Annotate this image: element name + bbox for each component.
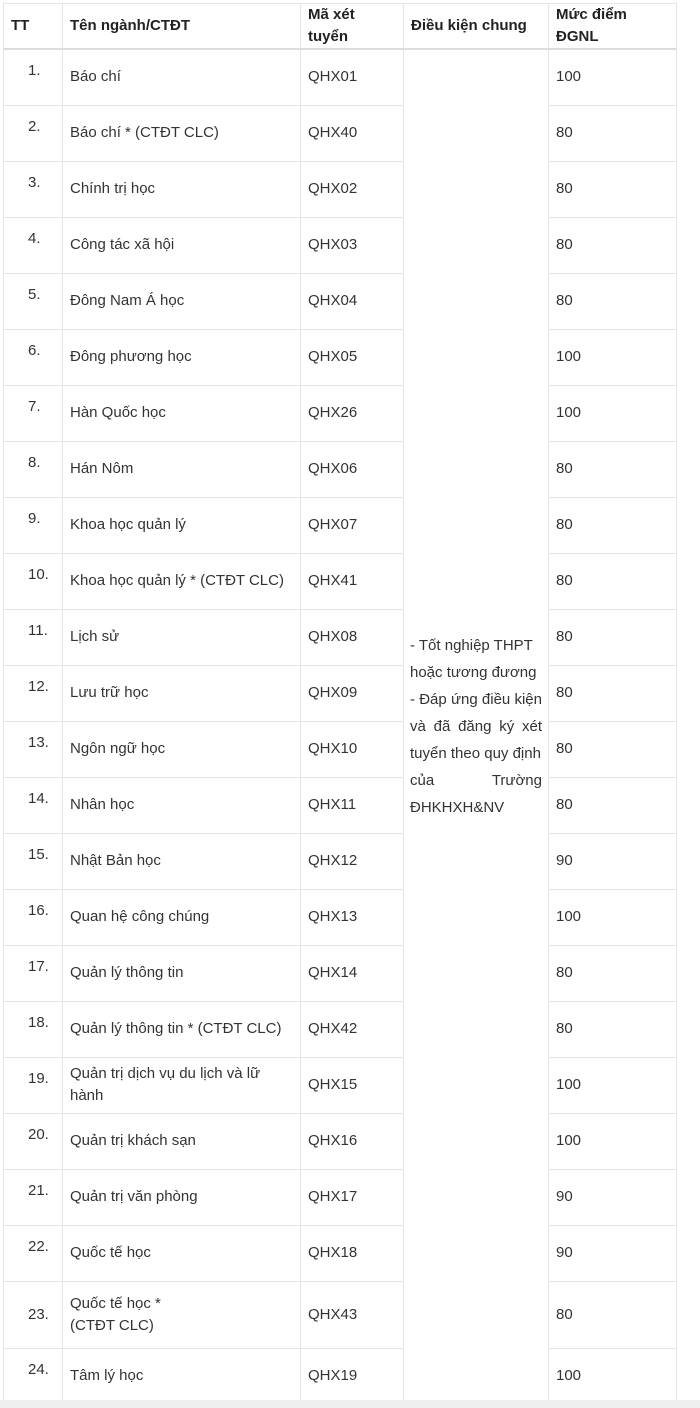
table-row xyxy=(4,161,677,217)
admission-code: QHX26 xyxy=(301,385,404,441)
admission-code: QHX40 xyxy=(301,105,404,161)
score-value: 100 xyxy=(549,1113,677,1169)
program-name: Công tác xã hội xyxy=(63,217,301,273)
row-number: 3. xyxy=(4,161,63,217)
table-body xyxy=(4,49,677,1404)
score-value: 80 xyxy=(549,105,677,161)
row-number: 7. xyxy=(4,385,63,441)
table-row xyxy=(4,105,677,161)
program-name: Quản trị khách sạn xyxy=(63,1113,301,1169)
program-name: Hàn Quốc học xyxy=(63,385,301,441)
score-value: 80 xyxy=(549,497,677,553)
admission-code: QHX41 xyxy=(301,553,404,609)
row-number: 4. xyxy=(4,217,63,273)
table-row xyxy=(4,273,677,329)
row-number: 23. xyxy=(4,1281,63,1348)
condition-line: tuyển theo quy định xyxy=(410,745,541,763)
table-row xyxy=(4,1348,677,1404)
program-name: Ngôn ngữ học xyxy=(63,721,301,777)
row-number: 22. xyxy=(4,1225,63,1281)
program-name: Quản lý thông tin * (CTĐT CLC) xyxy=(63,1001,301,1057)
program-name: Khoa học quản lý * (CTĐT CLC) xyxy=(63,553,301,609)
score-value: 90 xyxy=(549,1225,677,1281)
admission-code: QHX07 xyxy=(301,497,404,553)
score-value: 100 xyxy=(549,1348,677,1404)
table-row xyxy=(4,553,677,609)
admission-code: QHX13 xyxy=(301,889,404,945)
row-number: 10. xyxy=(4,553,63,609)
program-name: Lịch sử xyxy=(63,609,301,665)
score-value: 80 xyxy=(549,721,677,777)
table-row xyxy=(4,833,677,889)
program-name: Báo chí * (CTĐT CLC) xyxy=(63,105,301,161)
score-value: 90 xyxy=(549,1169,677,1225)
table-row xyxy=(4,721,677,777)
program-name: Hán Nôm xyxy=(63,441,301,497)
row-number: 19. xyxy=(4,1057,63,1113)
score-value: 80 xyxy=(549,945,677,1001)
bottom-divider xyxy=(0,1400,700,1408)
header-tt: TT xyxy=(4,4,63,50)
score-value: 80 xyxy=(549,665,677,721)
row-number: 20. xyxy=(4,1113,63,1169)
table-row xyxy=(4,1001,677,1057)
header-row xyxy=(4,4,677,50)
program-name: Quốc tế học xyxy=(63,1225,301,1281)
row-number: 5. xyxy=(4,273,63,329)
condition-line: của Trường xyxy=(410,772,542,790)
program-name: Quốc tế học * (CTĐT CLC) xyxy=(63,1281,301,1348)
score-value: 100 xyxy=(549,49,677,105)
score-value: 100 xyxy=(549,1057,677,1113)
score-value: 80 xyxy=(549,217,677,273)
admission-code: QHX15 xyxy=(301,1057,404,1113)
admission-code: QHX10 xyxy=(301,721,404,777)
table-row xyxy=(4,217,677,273)
admission-code: QHX06 xyxy=(301,441,404,497)
condition-line: - Tốt nghiệp THPT xyxy=(410,637,533,655)
row-number: 1. xyxy=(4,49,63,105)
row-number: 24. xyxy=(4,1348,63,1404)
program-name: Quản trị văn phòng xyxy=(63,1169,301,1225)
row-number: 18. xyxy=(4,1001,63,1057)
admission-code: QHX14 xyxy=(301,945,404,1001)
admission-code: QHX43 xyxy=(301,1281,404,1348)
condition-line: - Đáp ứng điều kiện xyxy=(410,691,542,709)
table-row xyxy=(4,49,677,105)
admission-code: QHX01 xyxy=(301,49,404,105)
admission-code: QHX08 xyxy=(301,609,404,665)
table-row xyxy=(4,385,677,441)
table-row xyxy=(4,889,677,945)
program-name: Nhật Bản học xyxy=(63,833,301,889)
program-name: Lưu trữ học xyxy=(63,665,301,721)
row-number: 17. xyxy=(4,945,63,1001)
admission-code: QHX19 xyxy=(301,1348,404,1404)
program-name: Khoa học quản lý xyxy=(63,497,301,553)
condition-line: hoặc tương đương xyxy=(410,664,537,682)
table-row xyxy=(4,441,677,497)
row-number: 2. xyxy=(4,105,63,161)
row-number: 12. xyxy=(4,665,63,721)
table-header xyxy=(4,4,677,50)
admission-code: QHX02 xyxy=(301,161,404,217)
score-value: 80 xyxy=(549,161,677,217)
score-value: 90 xyxy=(549,833,677,889)
row-number: 8. xyxy=(4,441,63,497)
admission-code: QHX11 xyxy=(301,777,404,833)
table-row xyxy=(4,665,677,721)
row-number: 9. xyxy=(4,497,63,553)
table-row xyxy=(4,329,677,385)
admission-code: QHX42 xyxy=(301,1001,404,1057)
program-name: Báo chí xyxy=(63,49,301,105)
header-score: Mức điểm ĐGNL xyxy=(549,4,677,50)
admission-code: QHX09 xyxy=(301,665,404,721)
row-number: 15. xyxy=(4,833,63,889)
table-row xyxy=(4,609,677,665)
row-number: 6. xyxy=(4,329,63,385)
table-row xyxy=(4,1281,677,1348)
row-number: 11. xyxy=(4,609,63,665)
score-value: 80 xyxy=(549,609,677,665)
score-value: 100 xyxy=(549,889,677,945)
general-condition xyxy=(404,49,549,1404)
table-row xyxy=(4,777,677,833)
score-value: 100 xyxy=(549,329,677,385)
row-number: 14. xyxy=(4,777,63,833)
table-row xyxy=(4,1057,677,1113)
program-name: Chính trị học xyxy=(63,161,301,217)
program-name: Quản lý thông tin xyxy=(63,945,301,1001)
admission-code: QHX05 xyxy=(301,329,404,385)
program-name: Nhân học xyxy=(63,777,301,833)
program-name: Quan hệ công chúng xyxy=(63,889,301,945)
admission-code: QHX04 xyxy=(301,273,404,329)
score-value: 80 xyxy=(549,777,677,833)
program-name: Tâm lý học xyxy=(63,1348,301,1404)
admission-score-table xyxy=(3,3,677,1405)
table-row xyxy=(4,1113,677,1169)
admission-code: QHX17 xyxy=(301,1169,404,1225)
score-value: 80 xyxy=(549,553,677,609)
row-number: 21. xyxy=(4,1169,63,1225)
header-code: Mã xét tuyển xyxy=(301,4,404,50)
score-value: 80 xyxy=(549,273,677,329)
table-row xyxy=(4,945,677,1001)
table-row xyxy=(4,497,677,553)
admission-code: QHX18 xyxy=(301,1225,404,1281)
condition-line: ĐHKHXH&NV xyxy=(410,799,505,817)
admission-code: QHX16 xyxy=(301,1113,404,1169)
admission-code: QHX12 xyxy=(301,833,404,889)
row-number: 16. xyxy=(4,889,63,945)
score-value: 80 xyxy=(549,1281,677,1348)
score-value: 80 xyxy=(549,1001,677,1057)
row-number: 13. xyxy=(4,721,63,777)
admission-code: QHX03 xyxy=(301,217,404,273)
program-name: Đông phương học xyxy=(63,329,301,385)
score-value: 100 xyxy=(549,385,677,441)
header-condition: Điều kiện chung xyxy=(404,4,549,50)
table-row xyxy=(4,1169,677,1225)
score-value: 80 xyxy=(549,441,677,497)
program-name: Quản trị dịch vụ du lịch và lữ hành xyxy=(63,1057,301,1113)
program-name: Đông Nam Á học xyxy=(63,273,301,329)
condition-line: và đã đăng ký xét xyxy=(410,718,542,736)
table-row xyxy=(4,1225,677,1281)
header-name: Tên ngành/CTĐT xyxy=(63,4,301,50)
